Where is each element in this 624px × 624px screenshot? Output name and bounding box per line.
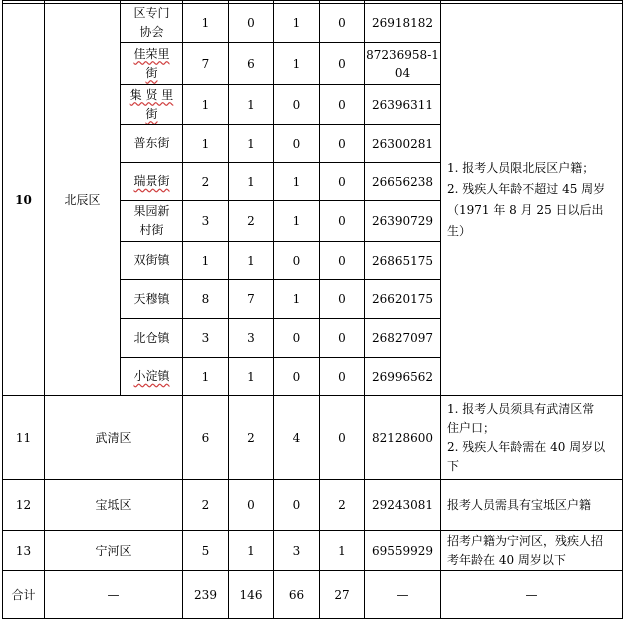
total-b: 146: [229, 571, 274, 619]
unit-name: [121, 280, 183, 319]
quota-total: 2: [183, 163, 229, 201]
contact-phone-line: 26865175: [371, 253, 434, 268]
row-index: 10: [3, 4, 45, 396]
row-index: 11: [3, 396, 45, 480]
requirements-note-line: 1. 报考人员限北辰区户籍；: [447, 160, 595, 175]
unit-name-line: 瑞景街: [133, 174, 170, 188]
quota-c: 0: [274, 480, 320, 531]
quota-total: 1: [183, 242, 229, 280]
quota-d: 0: [320, 319, 365, 358]
contact-phone: 29243081: [365, 480, 441, 531]
table-row: [3, 531, 623, 571]
district-name: 宁河区: [45, 531, 183, 571]
contact-phone: [365, 163, 441, 201]
table-row: [3, 396, 623, 480]
quota-c: 0: [274, 125, 320, 163]
quota-b: 2: [229, 396, 274, 480]
requirements-note-line: 2. 残疾人年龄不超过 45 周岁: [447, 181, 606, 196]
district-name: 北辰区: [45, 4, 121, 396]
quota-total: 1: [183, 4, 229, 43]
unit-name-line: 北仓镇: [133, 330, 170, 345]
quota-total: 2: [183, 480, 229, 531]
contact-phone: [365, 358, 441, 396]
unit-name: [121, 242, 183, 280]
unit-name: [121, 43, 183, 85]
unit-name: [121, 163, 183, 201]
quota-total: 1: [183, 125, 229, 163]
quota-b: 0: [229, 4, 274, 43]
contact-phone: 69559929: [365, 531, 441, 571]
quota-c: 3: [274, 531, 320, 571]
quota-c: 1: [274, 163, 320, 201]
quota-d: 0: [320, 358, 365, 396]
quota-total: 6: [183, 396, 229, 480]
table-body: [3, 1, 623, 619]
contact-phone-line: 26827097: [371, 331, 434, 345]
quota-total: 1: [183, 85, 229, 125]
unit-name-line: 街: [145, 65, 158, 80]
total-phone: —: [365, 571, 441, 619]
unit-name-line: 协会: [139, 25, 164, 39]
contact-phone: 82128600: [365, 396, 441, 480]
table-row: [3, 4, 623, 43]
quota-total: 3: [183, 201, 229, 242]
unit-name: [121, 125, 183, 163]
district-name: 宝坻区: [45, 480, 183, 531]
unit-name: [121, 4, 183, 43]
quota-d: 0: [320, 201, 365, 242]
quota-c: 1: [274, 43, 320, 85]
quota-total: 5: [183, 531, 229, 571]
contact-phone-line: 26390729: [371, 214, 434, 228]
contact-phone-line: 87236958-1: [366, 47, 439, 62]
quota-table: [2, 0, 623, 619]
row-index: 12: [3, 480, 45, 531]
quota-b: 1: [229, 242, 274, 280]
quota-c: 0: [274, 319, 320, 358]
quota-c: 1: [274, 4, 320, 43]
requirements-note: [441, 396, 623, 480]
quota-b: 1: [229, 163, 274, 201]
requirements-note: [441, 480, 623, 531]
requirements-note: [441, 531, 623, 571]
total-d: 27: [320, 571, 365, 619]
contact-phone-line: 26918182: [371, 16, 434, 30]
quota-d: 0: [320, 4, 365, 43]
quota-b: 3: [229, 319, 274, 358]
contact-phone: [365, 4, 441, 43]
unit-name-line: 小淀镇: [133, 369, 170, 383]
requirements-note-line: 住户口；: [447, 420, 496, 435]
quota-c: 1: [274, 201, 320, 242]
unit-name-line: 集 贤 里: [129, 87, 174, 102]
unit-name: [121, 85, 183, 125]
quota-c: 1: [274, 280, 320, 319]
table-row-total: [3, 571, 623, 619]
contact-phone: [365, 201, 441, 242]
quota-total: 8: [183, 280, 229, 319]
unit-name-line: 果园新: [133, 204, 170, 218]
quota-total: 7: [183, 43, 229, 85]
quota-d: 2: [320, 480, 365, 531]
unit-name-line: 天穆镇: [133, 291, 170, 306]
unit-name-line: 街: [145, 106, 158, 121]
quota-b: 2: [229, 201, 274, 242]
quota-c: 0: [274, 85, 320, 125]
contact-phone-line: 26656238: [371, 174, 434, 189]
quota-d: 0: [320, 280, 365, 319]
quota-c: 0: [274, 358, 320, 396]
requirements-note-line: 报考人员需具有宝坻区户籍: [447, 497, 592, 512]
unit-name-line: 佳荣里: [133, 46, 170, 61]
total-note: —: [441, 571, 623, 619]
requirements-note-line: 2. 残疾人年龄需在 40 周岁以: [447, 439, 606, 454]
contact-phone: [365, 43, 441, 85]
unit-name-line: 村街: [139, 223, 164, 237]
quota-total: 1: [183, 358, 229, 396]
contact-phone-line: 26996562: [371, 369, 434, 384]
unit-name-line: 双街镇: [133, 253, 170, 267]
quota-b: 0: [229, 480, 274, 531]
requirements-note-line: 招考户籍为宁河区，残疾人招: [447, 533, 604, 548]
quota-d: 0: [320, 125, 365, 163]
total-name: —: [45, 571, 183, 619]
quota-c: 4: [274, 396, 320, 480]
requirements-note-line: （1971 年 8 月 25 日以后出生）: [447, 202, 604, 238]
requirements-note: [441, 4, 623, 396]
contact-phone-line: 26300281: [371, 136, 434, 151]
requirements-note-line: 考年龄在 40 周岁以下: [447, 552, 566, 567]
quota-b: 7: [229, 280, 274, 319]
quota-c: 0: [274, 242, 320, 280]
total-label: 合计: [3, 571, 45, 619]
quota-b: 1: [229, 358, 274, 396]
contact-phone: [365, 85, 441, 125]
table-row: [3, 480, 623, 531]
unit-name: [121, 201, 183, 242]
quota-b: 1: [229, 85, 274, 125]
contact-phone-line: 26396311: [371, 97, 434, 112]
total-a: 239: [183, 571, 229, 619]
row-index: 13: [3, 531, 45, 571]
quota-d: 0: [320, 85, 365, 125]
contact-phone: [365, 125, 441, 163]
quota-b: 1: [229, 531, 274, 571]
total-c: 66: [274, 571, 320, 619]
unit-name-line: 普东街: [133, 136, 170, 150]
quota-total: 3: [183, 319, 229, 358]
district-name: 武清区: [45, 396, 183, 480]
quota-d: 1: [320, 531, 365, 571]
unit-name: [121, 319, 183, 358]
quota-d: 0: [320, 396, 365, 480]
unit-name: [121, 358, 183, 396]
quota-b: 1: [229, 125, 274, 163]
unit-name-line: 区专门: [133, 6, 170, 20]
contact-phone-line: 04: [394, 65, 411, 80]
contact-phone: [365, 319, 441, 358]
quota-d: 0: [320, 242, 365, 280]
quota-b: 6: [229, 43, 274, 85]
quota-d: 0: [320, 163, 365, 201]
contact-phone: [365, 242, 441, 280]
contact-phone: [365, 280, 441, 319]
quota-d: 0: [320, 43, 365, 85]
requirements-note-line: 下: [447, 458, 460, 473]
contact-phone-line: 26620175: [371, 292, 434, 306]
requirements-note-line: 1. 报考人员须具有武清区常: [447, 401, 595, 416]
